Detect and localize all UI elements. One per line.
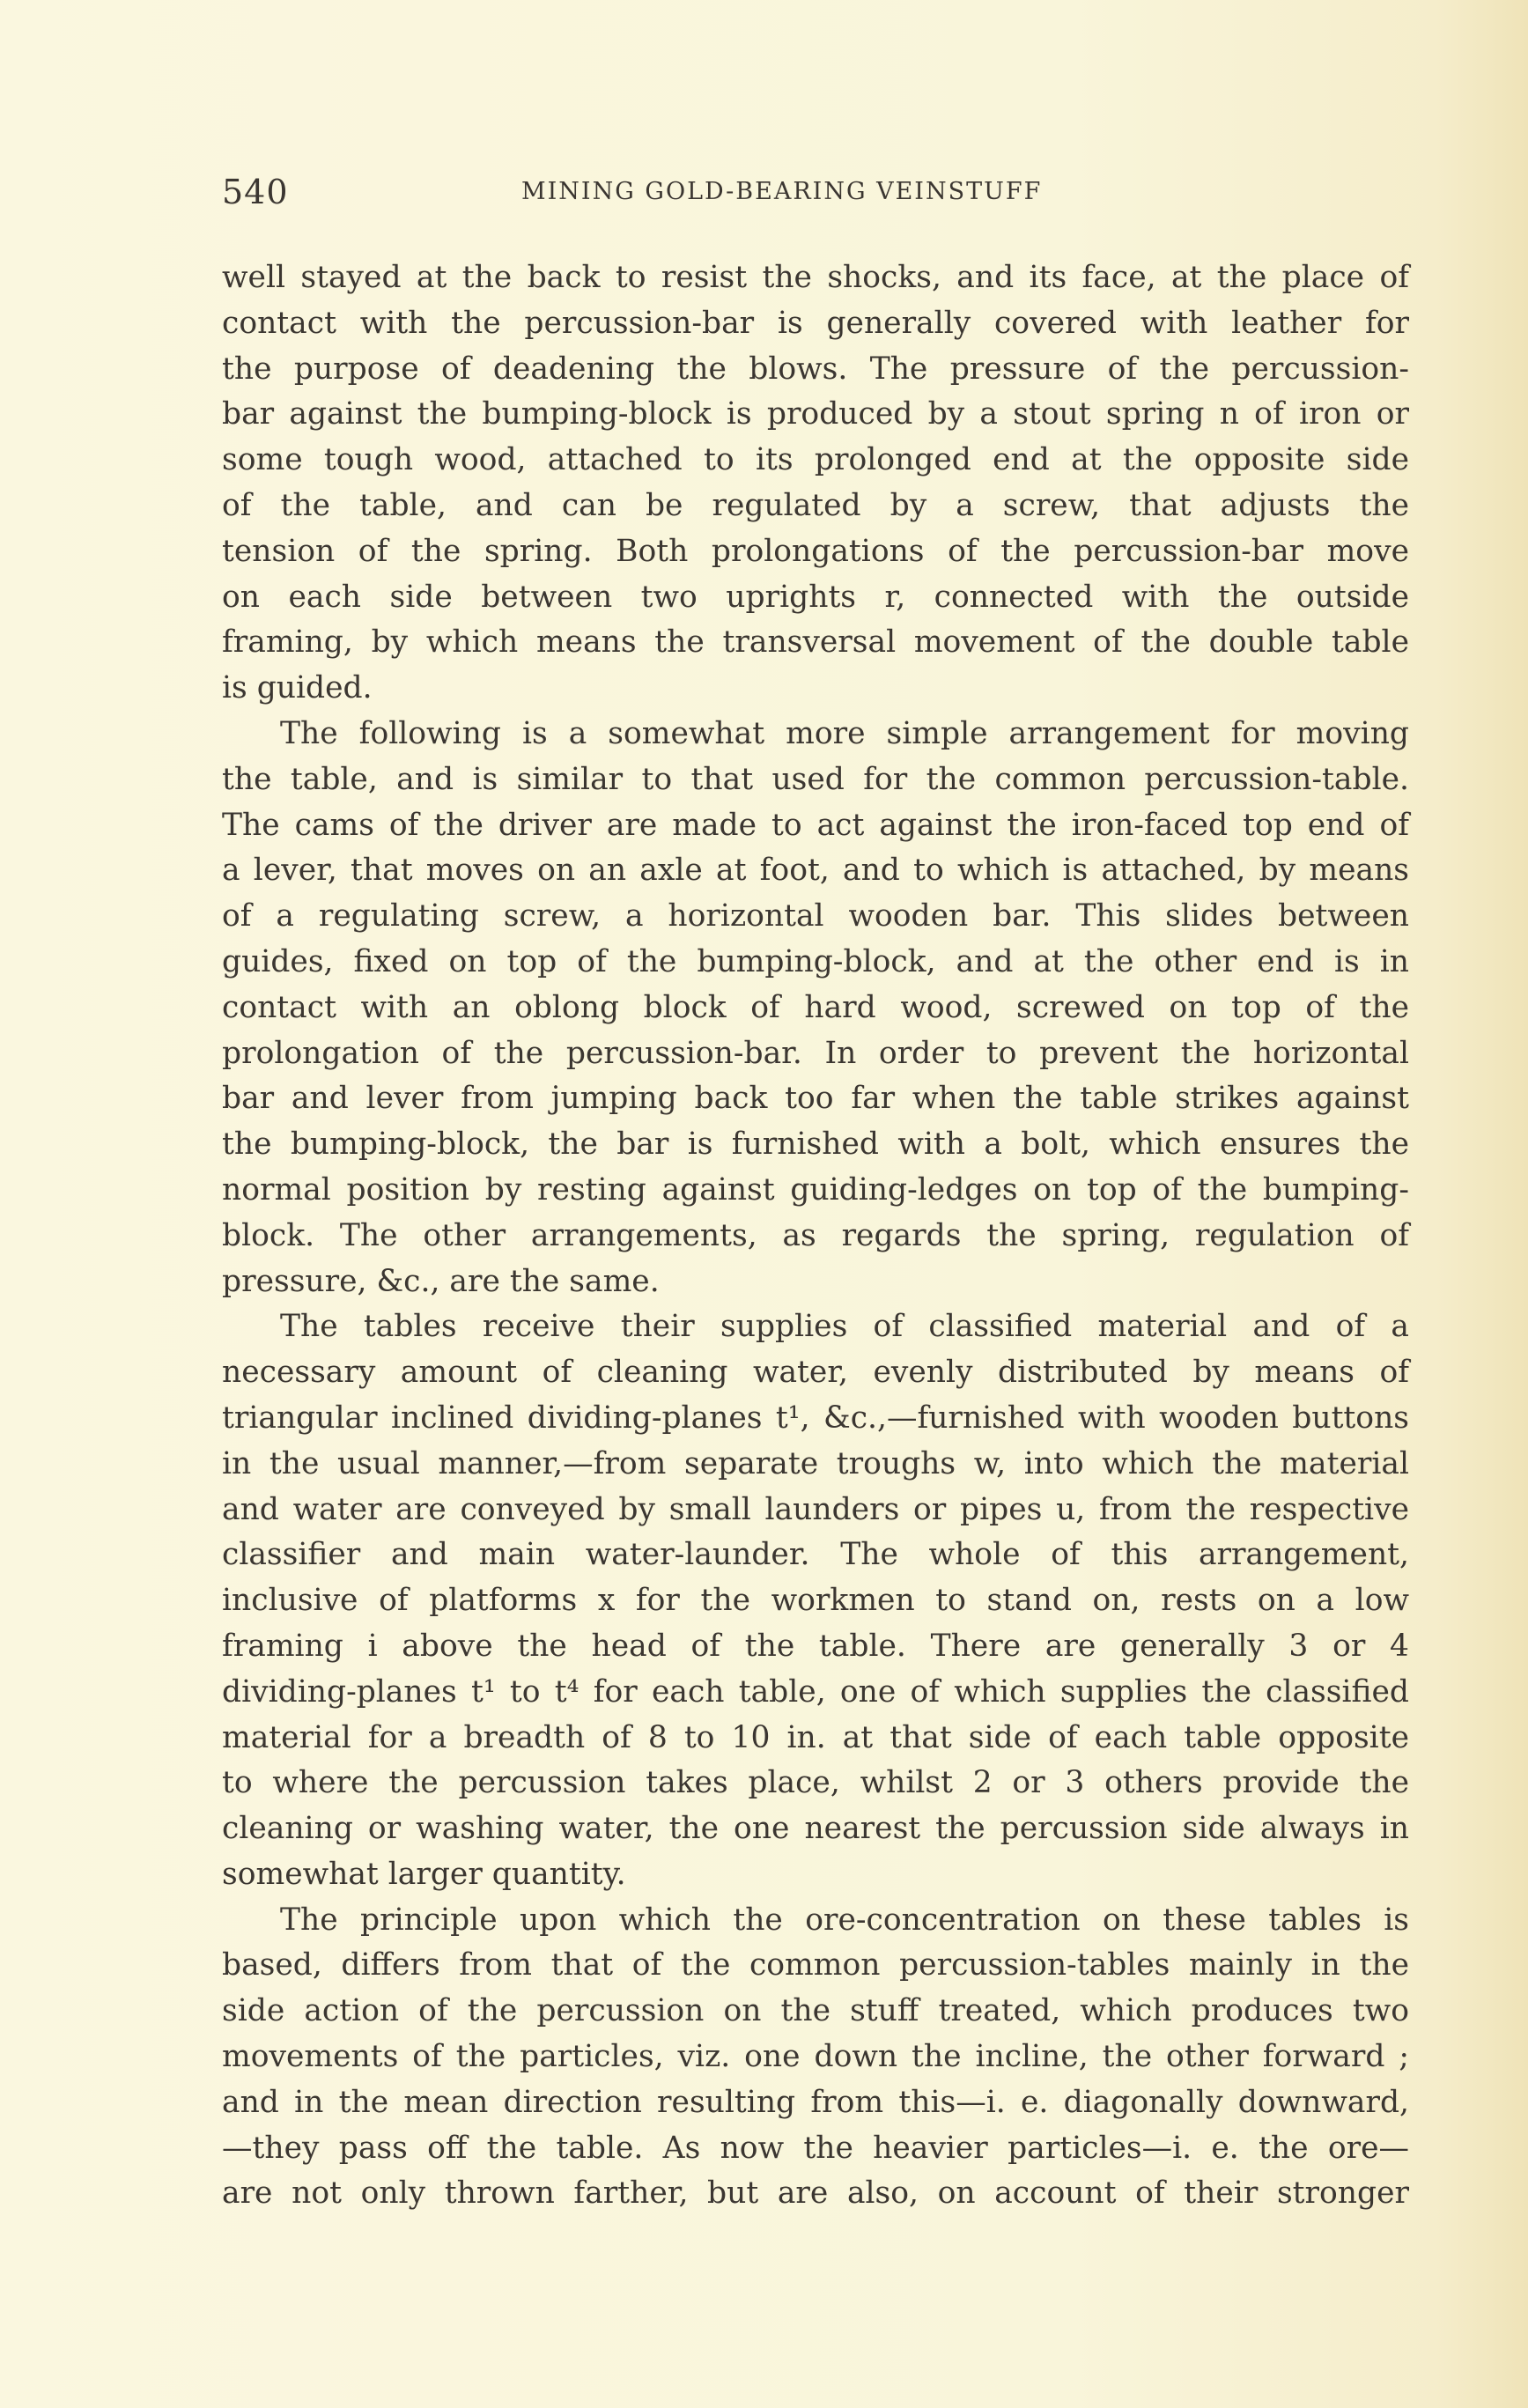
text-line: classifier and main water-launder. The whole of this arrangement, [222, 1537, 1409, 1573]
text-line: is guided. [222, 670, 373, 706]
text-line: and in the mean direction resulting from this—i. e. diagonally downward, [222, 2084, 1409, 2120]
text-line: contact with the percussion-bar is generally covered with leather for [222, 305, 1409, 341]
text-line: of a regulating screw, a horizontal wooden bar. This slides between [222, 898, 1409, 934]
text-line: necessary amount of cleaning water, evenly distributed by means of [222, 1355, 1409, 1391]
text-line: prolongation of the percussion-bar. In order to prevent the horizontal [222, 1035, 1409, 1071]
text-line: some tough wood, attached to its prolonged end at the opposite side [222, 442, 1409, 478]
text-line: movements of the particles, viz. one down the incline, the other forward ; [222, 2039, 1409, 2075]
running-head: MINING GOLD-BEARING VEINSTUFF [521, 178, 1043, 205]
text-line: tension of the spring. Both prolongations of the percussion-bar move [222, 533, 1409, 569]
text-line: the purpose of deadening the blows. The pressure of the percussion- [222, 351, 1409, 387]
text-line: triangular inclined dividing-planes t¹, &c.,—furnished with wooden buttons [222, 1400, 1409, 1436]
text-line: framing, by which means the transversal movement of the double table [222, 624, 1409, 661]
page-header [222, 173, 1409, 218]
text-line: are not only thrown farther, but are also, on account of their stronger [222, 2175, 1409, 2212]
text-line: bar against the bumping-block is produced by a stout spring n of iron or [222, 396, 1409, 432]
text-line: The following is a somewhat more simple arrangement for moving [280, 715, 1409, 751]
text-line: somewhat larger quantity. [222, 1856, 626, 1892]
text-line: inclusive of platforms x for the workmen to stand on, rests on a low [222, 1583, 1409, 1619]
text-line: block. The other arrangements, as regards the spring, regulation of [222, 1217, 1409, 1253]
body-text [222, 255, 1409, 2217]
text-line: framing i above the head of the table. There are generally 3 or 4 [222, 1628, 1409, 1664]
text-line: material for a breadth of 8 to 10 in. at that side of each table opposite [222, 1719, 1409, 1755]
text-line: and water are conveyed by small launders or pipes u, from the respective [222, 1491, 1409, 1527]
text-line: The cams of the driver are made to act against the iron-faced top end of [222, 807, 1409, 843]
text-line: —they pass off the table. As now the heavier particles—i. e. the ore— [222, 2130, 1409, 2166]
text-line: normal position by resting against guiding-ledges on top of the bumping- [222, 1171, 1409, 1208]
page-number: 540 [222, 173, 289, 211]
text-line: well stayed at the back to resist the shocks, and its face, at the place of [222, 260, 1409, 295]
text-line: on each side between two uprights r, connected with the outside [222, 579, 1409, 615]
text-line: bar and lever from jumping back too far when the table strikes against [222, 1081, 1409, 1117]
text-line: pressure, &c., are the same. [222, 1263, 660, 1299]
text-line: contact with an oblong block of hard wood, screwed on top of the [222, 989, 1409, 1025]
text-line: in the usual manner,—from separate troughs w, into which the material [222, 1445, 1409, 1481]
text-line: to where the percussion takes place, whilst 2 or 3 others provide the [222, 1765, 1409, 1801]
text-line: guides, fixed on top of the bumping-block, and at the other end is in [222, 943, 1409, 979]
text-line: a lever, that moves on an axle at foot, and to which is attached, by means [222, 853, 1409, 889]
text-line: dividing-planes t¹ to t⁴ for each table, one of which supplies the classified [222, 1673, 1409, 1710]
text-line: the table, and is similar to that used for the common percussion-table. [222, 761, 1409, 797]
text-line: of the table, and can be regulated by a screw, that adjusts the [222, 487, 1409, 523]
text-line: cleaning or washing water, the one nearest the percussion side always in [222, 1811, 1409, 1847]
text-line: The principle upon which the ore-concentration on these tables is [280, 1902, 1409, 1938]
text-line: The tables receive their supplies of classified material and of a [280, 1309, 1409, 1345]
text-line: based, differs from that of the common percussion-tables mainly in the [222, 1947, 1409, 1983]
text-line: side action of the percussion on the stuff treated, which produces two [222, 1993, 1409, 2029]
text-line: the bumping-block, the bar is furnished with a bolt, which ensures the [222, 1126, 1409, 1163]
